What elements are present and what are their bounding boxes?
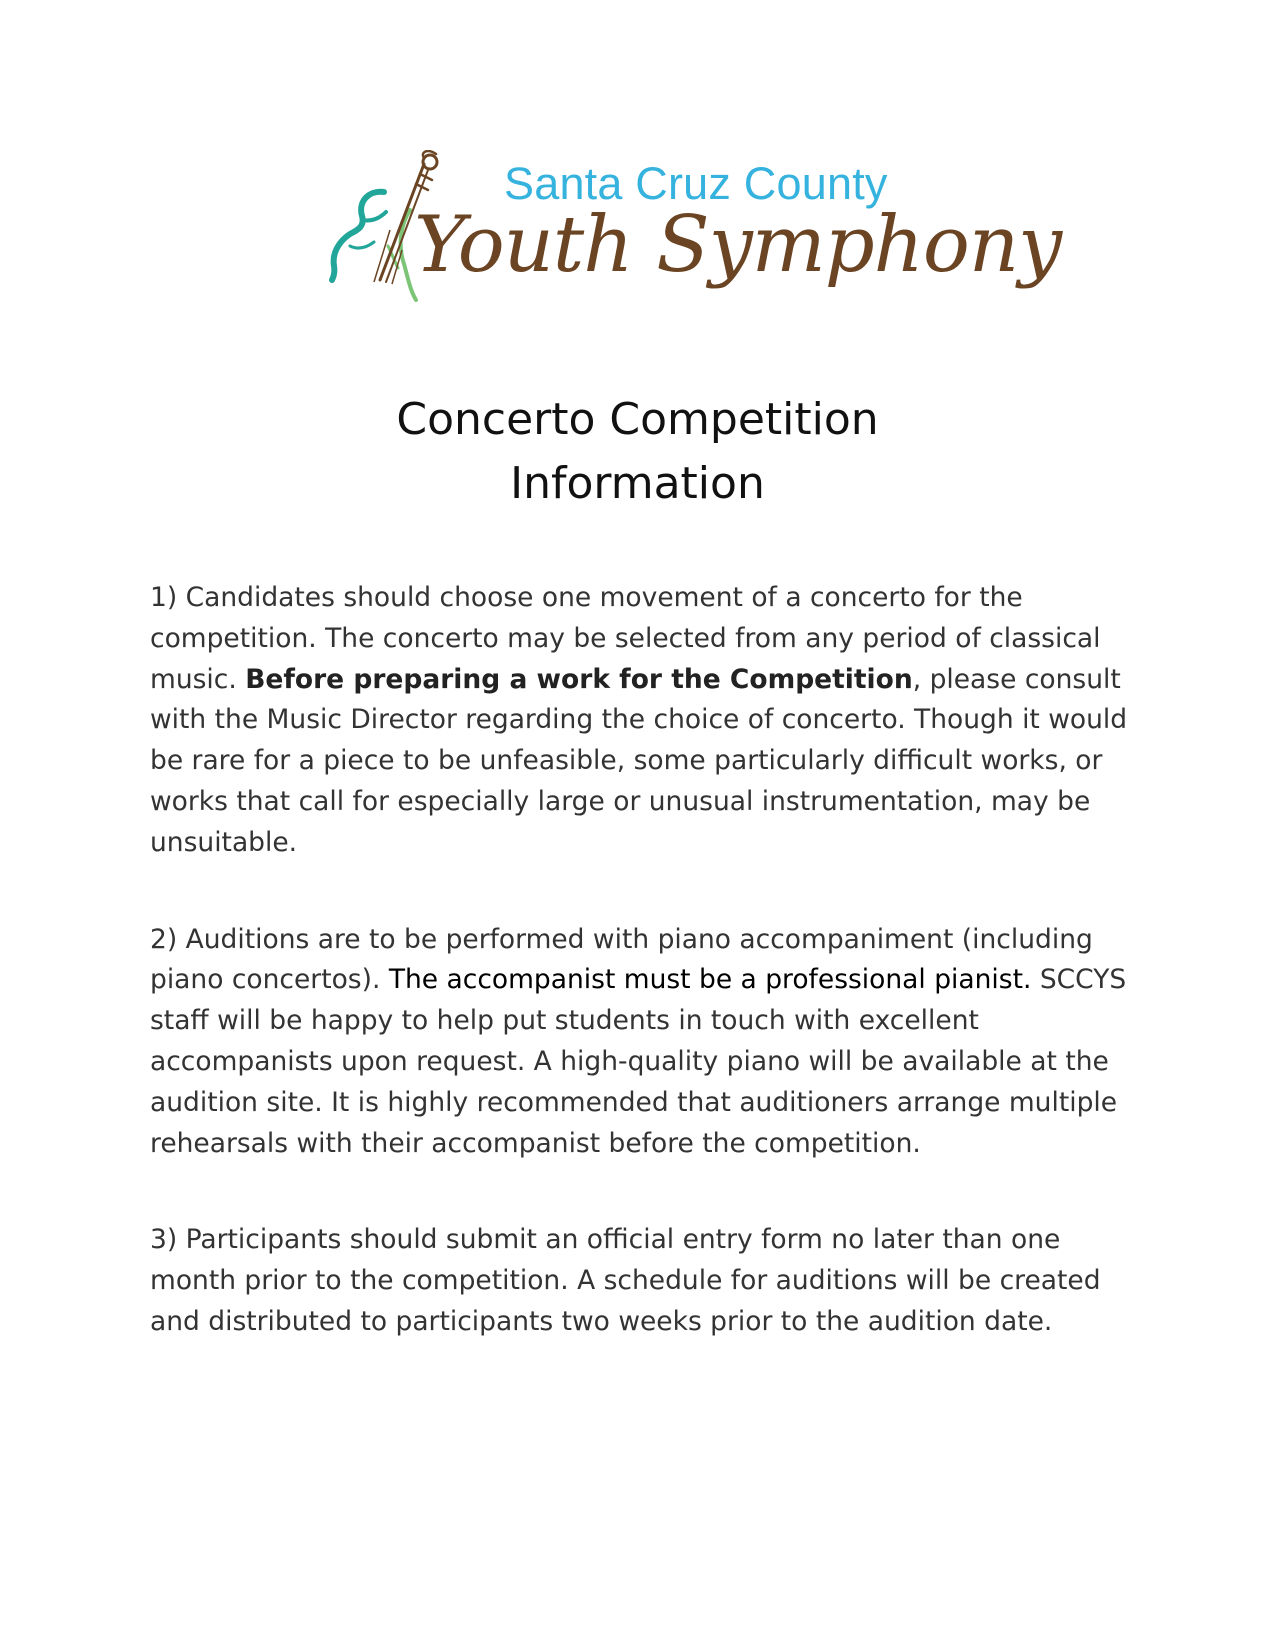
rule-1-text-end: , please consult with the Music Director regarding the choice of concerto. Though it would be rare for a piece to be unfeasible, some particularly difficult works, or works that call for especially large or unusual instrumentation, may be unsuitable. — [150, 663, 1128, 858]
rule-2-text-end: SCCYS staff will be happy to help put students in touch with excellent accompanists upon request. A high-quality piano will be available at the audition site. It is highly recommended that auditioners arrange multiple rehearsals with their accompanist before the competition. — [150, 964, 1127, 1159]
logo-county-text: Santa Cruz County — [504, 158, 888, 209]
rule-3-text: 3) Participants should submit an official entry form no later than one month prior to the competition. A schedule for auditions will be created and distributed to participants two weeks prior to the audition date. — [150, 1224, 1101, 1337]
page-title — [0, 388, 1275, 516]
logo-symphony-text: Youth Symphony — [414, 200, 1062, 290]
rule-paragraph-2 — [150, 920, 1130, 1165]
rule-paragraph-1 — [150, 578, 1130, 864]
rule-paragraph-3 — [150, 1220, 1130, 1342]
page-title-line2: Information — [510, 458, 765, 509]
page-title-line1: Concerto Competition — [396, 394, 879, 445]
rule-1-bold-text: Before preparing a work for the Competition — [245, 663, 913, 695]
organization-logo — [328, 150, 1062, 320]
rule-1-text-start: 1) Candidates should choose one movement of a concerto for the competition. The concerto may be selected from any period of classical music. — [150, 582, 1101, 695]
rule-2-emphasis-text: The accompanist must be a professional pianist. — [388, 964, 1032, 996]
rules-content — [150, 578, 1130, 1343]
rule-2-text-start: 2) Auditions are to be performed with piano accompaniment (including piano concertos). — [150, 923, 1093, 996]
